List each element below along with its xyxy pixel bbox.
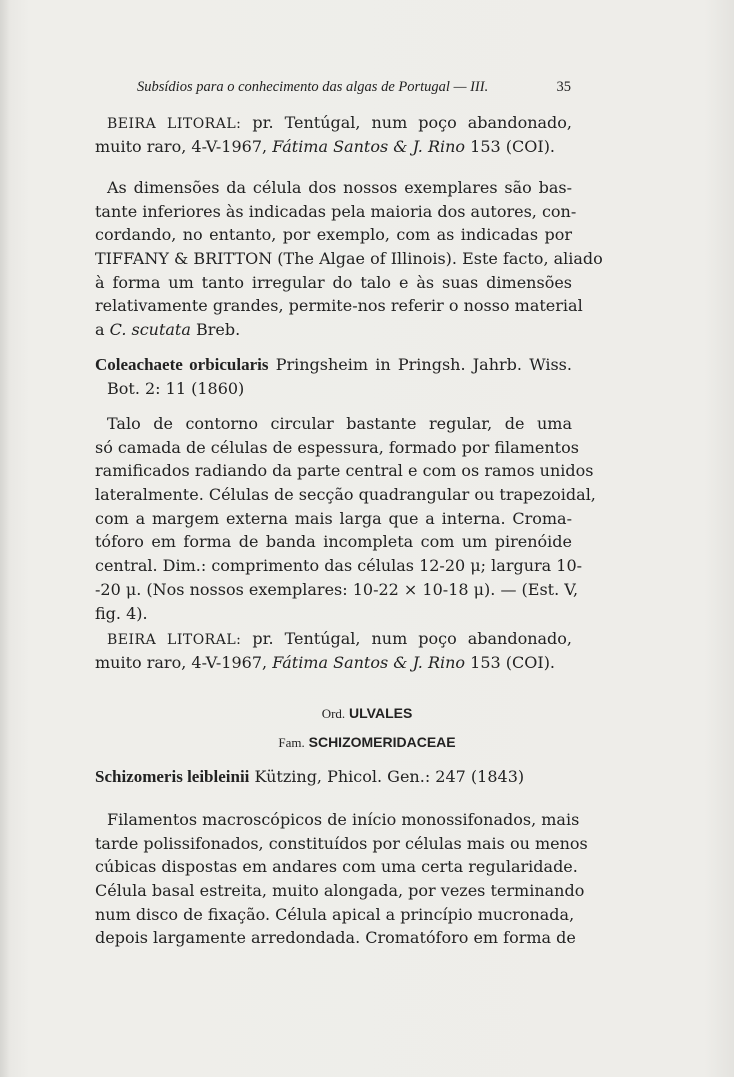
record-line: BEIRA LITORAL: pr. Tentúgal, num poço abandonado, (107, 113, 573, 132)
text-line: fig. 4). (95, 603, 148, 623)
order-heading: Ord. ULVALES (321, 705, 413, 721)
text-line: Talo de contorno circular bastante regular, de uma (107, 414, 572, 433)
text-line: Coleachaete orbicularis Pringsheim in Pringsh. Jahrb. Wiss. (95, 355, 572, 374)
record-line: BEIRA LITORAL: pr. Tentúgal, num poço abandonado, (107, 629, 573, 648)
text-line: tóforo em forma de banda incompleta com um pirenóide (95, 532, 572, 552)
species-heading-schizomeris (95, 765, 572, 789)
record-line: muito raro, 4-V-1967, Fátima Santos & J. Rino 153 (COI). (95, 136, 556, 156)
text-line: cúbicas dispostas em andares com uma certa regularidade. (95, 857, 578, 877)
text-line: à forma um tanto irregular do talo e às suas dimensões (95, 272, 572, 292)
region-label: BEIRA LITORAL: (107, 632, 242, 648)
text-line: ramificados radiando da parte central e com os ramos unidos (95, 461, 594, 481)
running-header (137, 79, 571, 101)
species-ref: C. scutata (109, 320, 191, 340)
collectors: Fátima Santos & J. Rino (272, 136, 466, 156)
text-line: As dimensões da célula dos nossos exemplares são bas- (107, 178, 572, 197)
text-line: a C. scutata Breb. (95, 320, 241, 340)
species-name: Coleachaete orbicularis (95, 355, 269, 374)
specimen-record-1 (95, 111, 573, 158)
text-line: depois largamente arredondada. Cromatóforo em forma de (95, 928, 576, 948)
text-line: só camada de células de espessura, formado por filamentos (95, 437, 579, 457)
text-line: Célula basal estreita, muito alongada, por vezes terminando (95, 881, 585, 901)
page-number: 35 (556, 79, 571, 95)
region-label: BEIRA LITORAL: (107, 116, 242, 132)
text-line: -20 μ. (Nos nossos exemplares: 10-22 × 10-18 μ). — (Est. V, (95, 579, 579, 599)
paragraph-description-coleachaete (95, 412, 596, 625)
text-line: Bot. 2: 11 (1860) (107, 378, 245, 398)
collectors: Fátima Santos & J. Rino (272, 652, 466, 672)
paragraph-description-schizomeris (95, 808, 588, 950)
text-line: central. Dim.: comprimento das células 12-20 μ; largura 10- (95, 556, 583, 576)
page-edge-shadow (0, 0, 10, 1077)
text-line: Schizomeris leibleinii Kützing, Phicol. Gen.: 247 (1843) (95, 767, 525, 786)
family-heading: Fam. SCHIZOMERIDACEAE (278, 734, 456, 750)
running-title: Subsídios para o conhecimento das algas de Portugal — III. (137, 79, 489, 95)
text-line: num disco de fixação. Célula apical a princípio mucronada, (95, 904, 575, 924)
text-line: cordando, no entanto, por exemplo, com as indicadas por (95, 225, 572, 245)
text-line: com a margem externa mais larga que a interna. Croma- (95, 508, 572, 528)
text-line: Filamentos macroscópicos de início monossifonados, mais (107, 810, 580, 829)
specimen-record-2 (95, 627, 573, 674)
text-line: tante inferiores às indicadas pela maioria dos autores, con- (95, 201, 577, 221)
record-line: muito raro, 4-V-1967, Fátima Santos & J. Rino 153 (COI). (95, 652, 556, 672)
text-line: tarde polissifonados, constituídos por células mais ou menos (95, 833, 588, 853)
text-line: TIFFANY & BRITTON (The Algae of Illinois). Este facto, aliado (95, 249, 603, 269)
species-name: Schizomeris leibleinii (95, 767, 250, 786)
text-line: relativamente grandes, permite-nos referir o nosso material (95, 296, 583, 316)
text-line: lateralmente. Células de secção quadrangular ou trapezoidal, (95, 485, 596, 505)
species-heading-coleachaete (95, 353, 572, 400)
paragraph-dimensions (95, 176, 603, 342)
